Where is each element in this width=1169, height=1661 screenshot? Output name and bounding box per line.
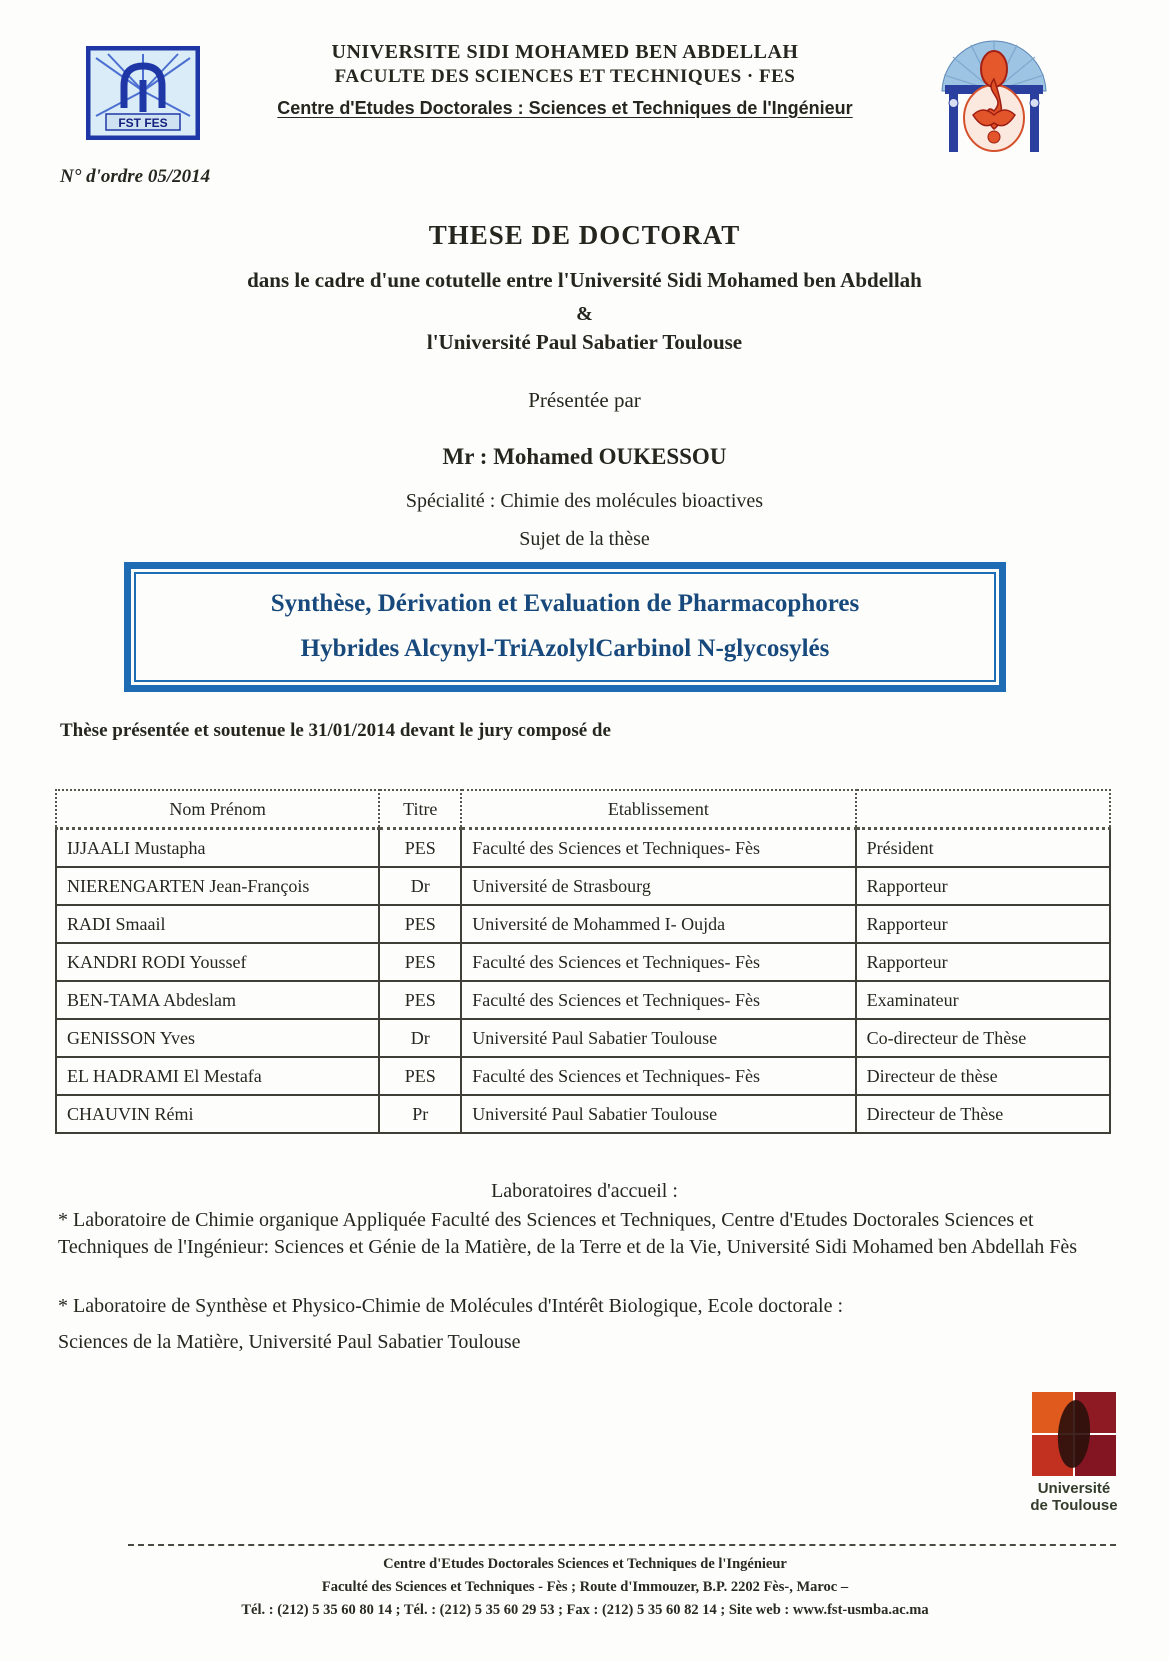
cedoc-arch-logo (925, 33, 1063, 166)
jury-table-cell: KANDRI RODI Youssef (56, 943, 379, 981)
jury-table-cell: Rapporteur (856, 905, 1110, 943)
jury-table-cell: Université de Mohammed I- Oujda (461, 905, 855, 943)
jury-table-cell: Dr (379, 1019, 461, 1057)
thesis-title-line2: Hybrides Alcynyl-TriAzolylCarbinol N-glycosylés (300, 635, 830, 662)
jury-table-cell: Faculté des Sciences et Techniques- Fès (461, 943, 855, 981)
lab2-line1: * Laboratoire de Synthèse et Physico-Chimie de Molécules d'Intérêt Biologique, Ecole doctorale : (58, 1295, 844, 1317)
jury-table-header-cell: Titre (379, 790, 461, 829)
jury-table-row (56, 867, 1110, 905)
cotutelle-line: dans le cadre d'une cotutelle entre l'Université Sidi Mohamed ben Abdellah (247, 268, 922, 292)
jury-intro: Thèse présentée et soutenue le 31/01/2014 devant le jury composé de (60, 720, 611, 741)
jury-table-cell: IJJAALI Mustapha (56, 829, 379, 868)
jury-table-row (56, 1019, 1110, 1057)
jury-table-header-cell: Etablissement (461, 790, 855, 829)
jury-table-cell: PES (379, 1057, 461, 1095)
main-title: THESE DE DOCTORAT (428, 220, 741, 250)
jury-table-cell: CHAUVIN Rémi (56, 1095, 379, 1133)
jury-table-cell: PES (379, 981, 461, 1019)
candidate-name: Mr : Mohamed OUKESSOU (442, 444, 727, 469)
university-name: UNIVERSITE SIDI MOHAMED BEN ABDELLAH (331, 41, 799, 63)
jury-table-cell: Rapporteur (856, 943, 1110, 981)
jury-table-cell: Faculté des Sciences et Techniques- Fès (461, 981, 855, 1019)
jury-table-cell: Faculté des Sciences et Techniques- Fès (461, 829, 855, 868)
jury-table-cell: Directeur de thèse (856, 1057, 1110, 1095)
jury-table-cell: Pr (379, 1095, 461, 1133)
doctoral-center-name: Centre d'Etudes Doctorales : Sciences et Techniques de l'Ingénieur (277, 97, 853, 118)
order-number: N° d'ordre 05/2014 (60, 166, 211, 187)
jury-table-row (56, 1095, 1110, 1133)
jury-table-cell: EL HADRAMI El Mestafa (56, 1057, 379, 1095)
jury-table-cell: Directeur de Thèse (856, 1095, 1110, 1133)
jury-table-cell: PES (379, 905, 461, 943)
jury-table-cell: Faculté des Sciences et Techniques- Fès (461, 1057, 855, 1095)
toulouse-caption-line1: Université (1037, 1480, 1111, 1497)
jury-table-cell: Université Paul Sabatier Toulouse (461, 1095, 855, 1133)
ampersand: & (576, 303, 593, 325)
subject-label: Sujet de la thèse (519, 528, 650, 550)
jury-table-cell: GENISSON Yves (56, 1019, 379, 1057)
toulouse-caption-line2: de Toulouse (1030, 1497, 1118, 1515)
jury-table-header-row (56, 790, 1110, 829)
toulouse-caption (1030, 1480, 1118, 1515)
jury-table-row (56, 905, 1110, 943)
jury-table-cell: Président (856, 829, 1110, 868)
jury-table-cell: Université de Strasbourg (461, 867, 855, 905)
footer-line3: Tél. : (212) 5 35 60 80 14 ; Tél. : (212) 5 35 60 29 53 ; Fax : (212) 5 35 60 82 14 ; Site web : www.fst-usmba.ac.ma (241, 1602, 929, 1619)
footer-line1: Centre d'Etudes Doctorales Sciences et Techniques de l'Ingénieur (383, 1556, 787, 1572)
jury-table-row (56, 943, 1110, 981)
faculty-name: FACULTE DES SCIENCES ET TECHNIQUES · FES (334, 66, 796, 87)
jury-table-cell: PES (379, 943, 461, 981)
lab2-line2: Sciences de la Matière, Université Paul Sabatier Toulouse (58, 1331, 521, 1353)
partner-university: l'Université Paul Sabatier Toulouse (426, 330, 743, 354)
header (215, 40, 915, 119)
jury-table-header (56, 790, 1110, 829)
footer-line2: Faculté des Sciences et Techniques - Fès ; Route d'Immouzer, B.P. 2202 Fès-, Maroc – (321, 1579, 849, 1596)
jury-table (55, 789, 1111, 1134)
labs-heading: Laboratoires d'accueil : (491, 1180, 678, 1202)
jury-table-cell: Dr (379, 867, 461, 905)
jury-table-cell: BEN-TAMA Abdeslam (56, 981, 379, 1019)
jury-table-cell: Université Paul Sabatier Toulouse (461, 1019, 855, 1057)
jury-table-cell: NIERENGARTEN Jean-François (56, 867, 379, 905)
footer-separator (128, 1544, 1116, 1546)
jury-table-cell: PES (379, 829, 461, 868)
jury-table-header-cell: Nom Prénom (56, 790, 379, 829)
jury-table-cell: RADI Smaail (56, 905, 379, 943)
toulouse-logo (1030, 1392, 1118, 1515)
jury-table-cell: Examinateur (856, 981, 1110, 1019)
cedoc-arch-logo-icon (925, 33, 1063, 161)
fst-fes-logo-text: FST FES (118, 116, 168, 130)
jury-table-row (56, 829, 1110, 868)
jury-table-header-cell (856, 790, 1110, 829)
jury-table-body (56, 829, 1110, 1134)
lab1-paragraph: * Laboratoire de Chimie organique Appliquée Faculté des Sciences et Techniques, Centre d'Etudes Doctorales Sciences et Techniques de l'Ingénieur: Sciences et Génie de la Matière, de la Terre et de la Vie, Université Sidi Mohamed ben Abdellah Fès (58, 1209, 1078, 1258)
jury-table-row (56, 981, 1110, 1019)
presented-by-label: Présentée par (528, 388, 641, 412)
footer (30, 1553, 1140, 1623)
toulouse-logo-icon (1032, 1392, 1116, 1476)
fst-fes-logo (86, 46, 200, 145)
jury-table-cell: Co-directeur de Thèse (856, 1019, 1110, 1057)
thesis-title-box-inner (134, 572, 996, 682)
thesis-title-line1: Synthèse, Dérivation et Evaluation de Pharmacophores (270, 590, 860, 617)
jury-table-row (56, 1057, 1110, 1095)
thesis-title-box (124, 562, 1006, 692)
speciality: Spécialité : Chimie des molécules bioactives (405, 490, 764, 512)
fst-fes-logo-icon (86, 46, 200, 140)
jury-table-cell: Rapporteur (856, 867, 1110, 905)
